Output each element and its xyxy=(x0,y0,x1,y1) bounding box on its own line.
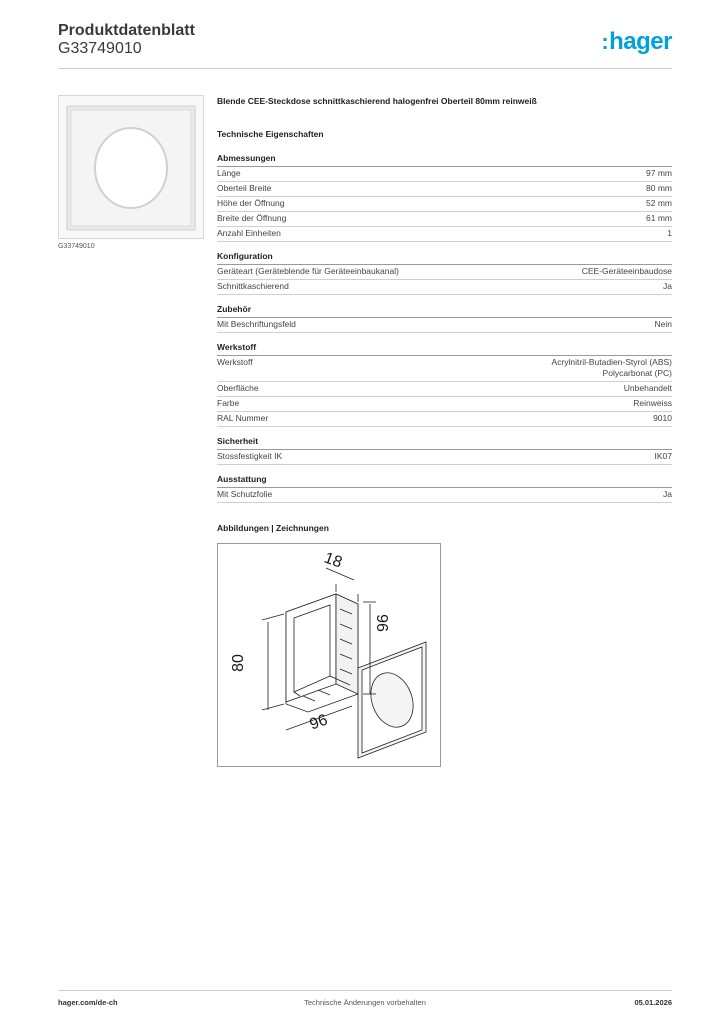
property-row xyxy=(217,227,672,242)
group-title: Zubehör xyxy=(217,304,672,318)
property-label: RAL Nummer xyxy=(217,413,269,423)
property-value: CEE-Geräteeinbaudose xyxy=(581,266,672,276)
property-row xyxy=(217,318,672,333)
document-title: Produktdatenblatt xyxy=(58,22,195,39)
product-title: Blende CEE-Steckdose schnittkaschierend halogenfrei Oberteil 80mm reinweiß xyxy=(217,96,537,106)
property-groups xyxy=(217,153,672,503)
property-row xyxy=(217,182,672,197)
product-details xyxy=(217,95,672,512)
drawings-title: Abbildungen | Zeichnungen xyxy=(217,523,329,533)
property-label: Länge xyxy=(217,168,241,178)
article-number: G33749010 xyxy=(58,40,142,57)
property-label: Farbe xyxy=(217,398,240,408)
property-value: 97 mm xyxy=(646,168,672,178)
property-group xyxy=(217,474,672,503)
property-value: 9010 xyxy=(653,413,672,423)
property-row xyxy=(217,356,672,382)
property-label: Oberfläche xyxy=(217,383,259,393)
property-label: Werkstoff xyxy=(217,357,253,367)
page-footer xyxy=(58,990,672,1007)
property-row xyxy=(217,412,672,427)
product-photo xyxy=(58,95,204,239)
property-label: Anzahl Einheiten xyxy=(217,228,281,238)
footer-disclaimer: Technische Änderungen vorbehalten xyxy=(304,998,426,1007)
property-row xyxy=(217,197,672,212)
property-value: Ja xyxy=(663,489,672,499)
property-label: Geräteart (Geräteblende für Geräteeinbaukanal) xyxy=(217,266,399,276)
dim-height-right: 96 xyxy=(372,614,390,632)
property-group xyxy=(217,436,672,465)
group-title: Werkstoff xyxy=(217,342,672,356)
dim-width: 96 xyxy=(307,711,330,734)
group-title: Konfiguration xyxy=(217,251,672,265)
property-value: Acrylnitril-Butadien-Styrol (ABS) Polycarbonat (PC) xyxy=(551,357,672,378)
photo-caption: G33749010 xyxy=(58,243,95,250)
property-label: Höhe der Öffnung xyxy=(217,198,285,208)
group-title: Abmessungen xyxy=(217,153,672,167)
property-value: 52 mm xyxy=(646,198,672,208)
property-row xyxy=(217,167,672,182)
page-header xyxy=(58,20,672,69)
group-title: Ausstattung xyxy=(217,474,672,488)
property-label: Stossfestigkeit IK xyxy=(217,451,283,461)
dimension-drawing-svg xyxy=(218,544,440,766)
property-label: Mit Beschriftungsfeld xyxy=(217,319,296,329)
property-row xyxy=(217,280,672,295)
footer-website[interactable]: hager.com/de-ch xyxy=(58,998,118,1007)
dim-height-left: 80 xyxy=(229,654,247,672)
property-label: Breite der Öffnung xyxy=(217,213,287,223)
property-group xyxy=(217,251,672,295)
property-group xyxy=(217,304,672,333)
property-label: Oberteil Breite xyxy=(217,183,272,193)
group-title: Sicherheit xyxy=(217,436,672,450)
property-value: 80 mm xyxy=(646,183,672,193)
property-value: 1 xyxy=(667,228,672,238)
property-value: IK07 xyxy=(654,451,672,461)
property-row xyxy=(217,382,672,397)
frame-photo-illustration xyxy=(59,96,203,238)
property-row xyxy=(217,488,672,503)
hager-logo: :hager xyxy=(601,28,672,55)
property-row xyxy=(217,212,672,227)
property-value: Reinweiss xyxy=(633,398,672,408)
technical-drawing xyxy=(217,543,441,767)
dim-depth: 18 xyxy=(321,549,345,572)
property-value: Ja xyxy=(663,281,672,291)
property-row xyxy=(217,265,672,280)
property-value: Nein xyxy=(654,319,672,329)
property-value: 61 mm xyxy=(646,213,672,223)
footer-date: 05.01.2026 xyxy=(634,998,672,1007)
property-value: Unbehandelt xyxy=(623,383,672,393)
property-group xyxy=(217,342,672,427)
section-title: Technische Eigenschaften xyxy=(217,129,324,139)
property-label: Schnittkaschierend xyxy=(217,281,289,291)
property-row xyxy=(217,397,672,412)
property-group xyxy=(217,153,672,242)
property-row xyxy=(217,450,672,465)
property-label: Mit Schutzfolie xyxy=(217,489,273,499)
